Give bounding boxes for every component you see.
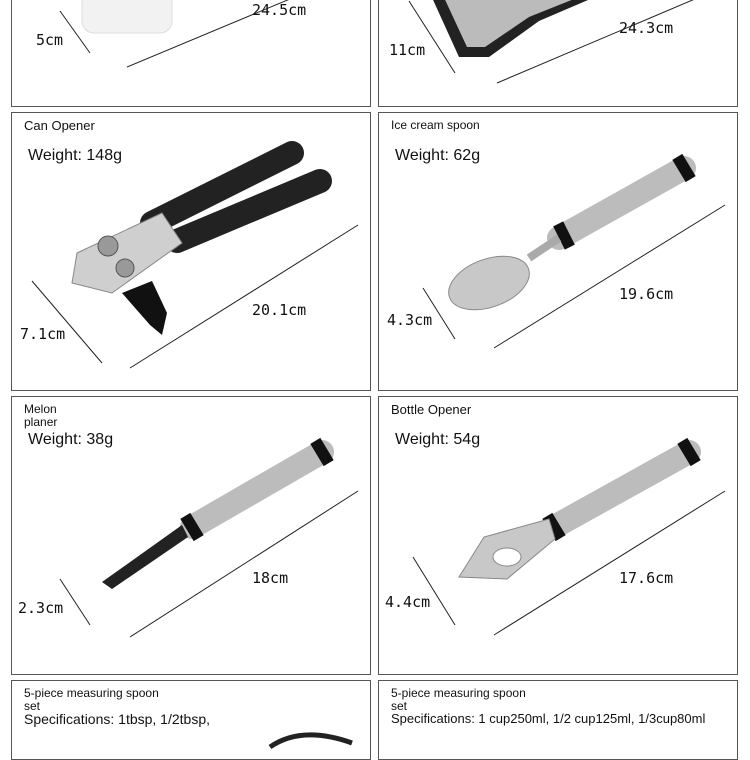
product-title: Ice cream spoon [391,118,480,132]
panel-ice-cream-spoon [378,112,738,391]
panel-top-right [378,0,738,107]
product-title: 5-piece measuring spoon set [391,686,526,713]
dimension-length: 17.6cm [619,569,674,587]
can-opener-illustration [12,113,371,391]
grater-illustration [379,0,738,107]
product-title: Can Opener [24,118,95,133]
ice-cream-spoon-illustration [379,113,738,391]
dimension-length: 24.5cm [252,1,307,19]
peeler-illustration [12,397,371,675]
dimension-height: 7.1cm [20,325,66,343]
dimension-length: 20.1cm [252,301,307,319]
dimension-height: 4.3cm [387,311,433,329]
product-weight: Weight: 148g [28,147,122,164]
dimension-height: 2.3cm [18,599,64,617]
product-weight: Weight: 54g [395,431,481,448]
dimension-length: 19.6cm [619,285,674,303]
bottle-opener-illustration [379,397,738,675]
dimension-length: 24.3cm [619,19,674,37]
panel-can-opener [11,112,371,391]
dimension-height: 4.4cm [385,593,431,611]
dimension-height: 11cm [389,41,426,59]
product-weight: Weight: 38g [28,431,114,448]
product-specifications: Specifications: 1 cup250ml, 1/2 cup125ml, 1/3cup80ml [391,711,706,726]
measuring-spoon-illustration [12,681,371,760]
panel-top-left [11,0,371,107]
product-title: Melon planer [24,402,58,429]
dimension-height: 5cm [36,31,64,49]
dimension-length: 18cm [252,569,289,587]
panel-measuring-spoon-right [378,680,738,760]
panel-measuring-spoon-left [11,680,371,760]
product-weight: Weight: 62g [395,147,481,164]
panel-melon-planer [11,396,371,675]
product-title: 5-piece measuring spoon set [24,686,159,713]
product-illustration [12,0,371,107]
product-title: Bottle Opener [391,402,472,417]
panel-bottle-opener [378,396,738,675]
product-specifications: Specifications: 1tbsp, 1/2tbsp, [24,711,210,727]
